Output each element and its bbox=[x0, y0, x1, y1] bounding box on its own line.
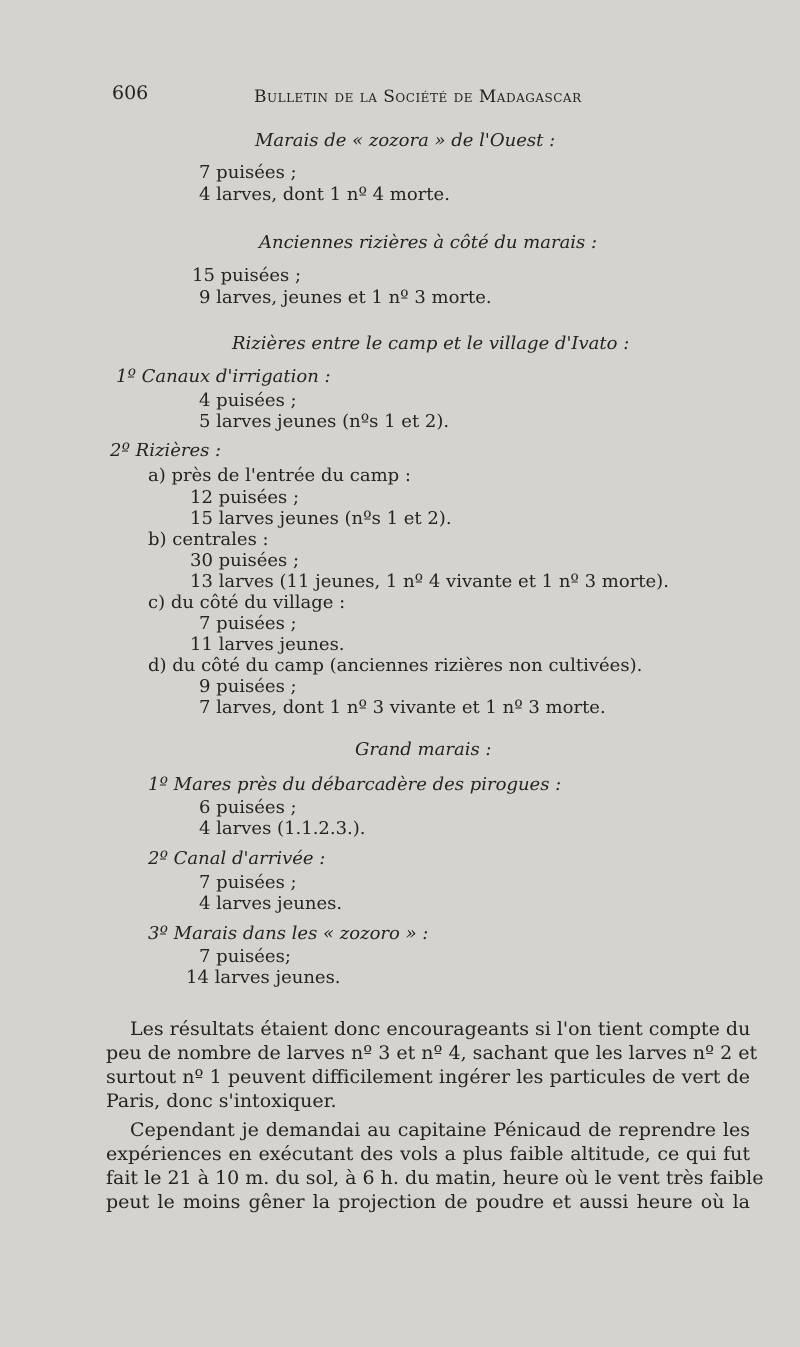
list-line: 4 puisées ; bbox=[199, 390, 297, 411]
paragraph-line: peut le moins gêner la projection de poudre et aussi heure où la bbox=[106, 1191, 750, 1213]
section-title-rizieres-camp: Rizières entre le camp et le village d'Ivato : bbox=[232, 333, 630, 354]
paragraph-line: peu de nombre de larves nº 3 et nº 4, sachant que les larves nº 2 et bbox=[106, 1042, 758, 1064]
subheading-canaux: 1º Canaux d'irrigation : bbox=[116, 366, 331, 387]
subheading-mares: 1º Mares près du débarcadère des pirogues : bbox=[148, 774, 562, 795]
list-line: 15 puisées ; bbox=[192, 265, 302, 286]
paragraph-line: Les résultats étaient donc encourageants si l'on tient compte du bbox=[130, 1018, 751, 1040]
list-line: 13 larves (11 jeunes, 1 nº 4 vivante et 1 nº 3 morte). bbox=[190, 571, 669, 592]
page-number: 606 bbox=[112, 82, 149, 104]
section-title-anciennes-rizieres: Anciennes rizières à côté du marais : bbox=[259, 232, 598, 253]
subheading-canal: 2º Canal d'arrivée : bbox=[148, 848, 326, 869]
list-line: 5 larves jeunes (nºs 1 et 2). bbox=[199, 411, 450, 432]
subheading-marais-zozoro: 3º Marais dans les « zozoro » : bbox=[148, 923, 429, 944]
paragraph-line: Paris, donc s'intoxiquer. bbox=[106, 1090, 337, 1112]
list-line: 7 puisées ; bbox=[199, 613, 297, 634]
list-line: 7 puisées ; bbox=[199, 162, 297, 183]
section-title-zozora-ouest: Marais de « zozora » de l'Ouest : bbox=[255, 130, 556, 151]
list-line: 15 larves jeunes (nºs 1 et 2). bbox=[190, 508, 452, 529]
paragraph-line: Cependant je demandai au capitaine Pénicaud de reprendre les bbox=[130, 1119, 750, 1141]
list-line: 12 puisées ; bbox=[190, 487, 300, 508]
item-label-d: d) du côté du camp (anciennes rizières non cultivées). bbox=[148, 655, 643, 676]
list-line: 7 puisées ; bbox=[199, 872, 297, 893]
paragraph-line: surtout nº 1 peuvent difficilement ingérer les particules de vert de bbox=[106, 1066, 750, 1088]
running-title: Bulletin de la Société de Madagascar bbox=[254, 87, 582, 107]
paragraph-line: fait le 21 à 10 m. du sol, à 6 h. du matin, heure où le vent très faible bbox=[106, 1167, 764, 1189]
section-title-grand-marais: Grand marais : bbox=[355, 739, 492, 760]
list-line: 4 larves (1.1.2.3.). bbox=[199, 818, 366, 839]
list-line: 9 larves, jeunes et 1 nº 3 morte. bbox=[199, 287, 492, 308]
list-line: 6 puisées ; bbox=[199, 797, 297, 818]
list-line: 4 larves jeunes. bbox=[199, 893, 343, 914]
list-line: 4 larves, dont 1 nº 4 morte. bbox=[199, 184, 450, 205]
item-label-c: c) du côté du village : bbox=[148, 592, 346, 613]
item-label-a: a) près de l'entrée du camp : bbox=[148, 465, 411, 486]
subheading-rizieres: 2º Rizières : bbox=[110, 440, 222, 461]
list-line: 11 larves jeunes. bbox=[190, 634, 345, 655]
list-line: 7 larves, dont 1 nº 3 vivante et 1 nº 3 morte. bbox=[199, 697, 606, 718]
list-line: 14 larves jeunes. bbox=[186, 967, 341, 988]
list-line: 9 puisées ; bbox=[199, 676, 297, 697]
list-line: 30 puisées ; bbox=[190, 550, 300, 571]
list-line: 7 puisées; bbox=[199, 946, 291, 967]
paragraph-line: expériences en exécutant des vols a plus faible altitude, ce qui fut bbox=[106, 1143, 750, 1165]
item-label-b: b) centrales : bbox=[148, 529, 269, 550]
